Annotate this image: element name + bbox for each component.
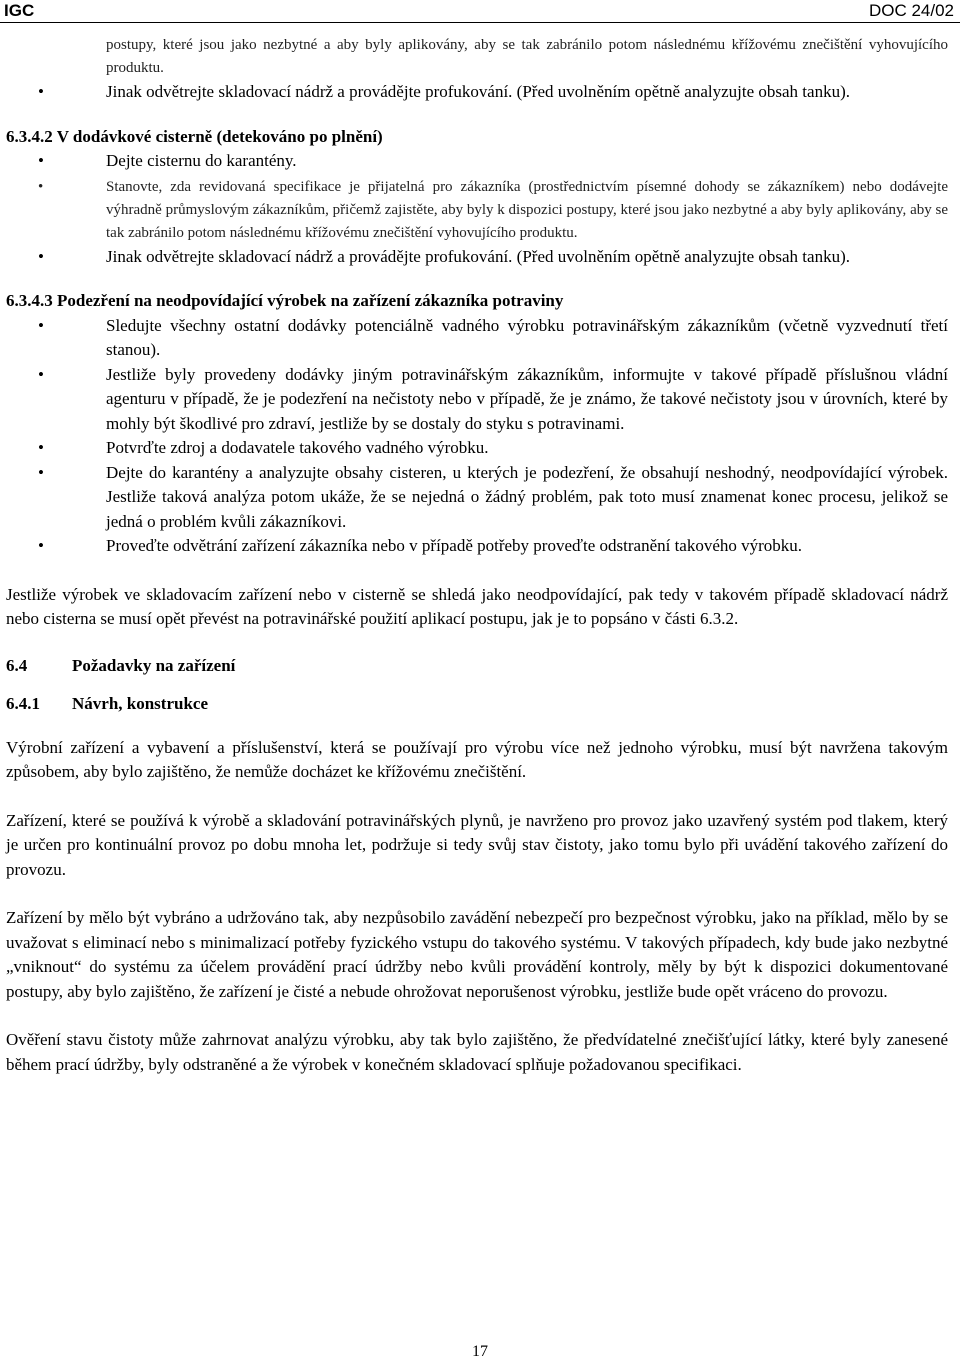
bullet-icon: •	[38, 178, 44, 195]
heading-number: 6.4.1	[6, 693, 40, 713]
page-number: 17	[472, 1343, 488, 1360]
bullet-icon: •	[38, 315, 44, 335]
list-item: • Sledujte všechny ostatní dodávky potenciálně vadného výrobku potravinářským zákazníkům (včetně vyzvednutí třetí stanou).	[38, 315, 948, 359]
bullet-icon: •	[38, 82, 44, 101]
list-item: • Dejte cisternu do karantény.	[6, 149, 948, 174]
header-doc-number: DOC 24/02	[868, 1, 954, 20]
paragraph: Zařízení by mělo být vybráno a udržováno tak, aby nezpůsobilo zavádění nebezpečí pro bezpečnost výrobku, jako na příklad, mělo by se uvažovat s eliminací nebo s minimalizací potřeby fyzického vstupu do takového systému. V takových případech, kdy bude jako nezbytné „vniknout“ do systému za účelem provádění prací údržby nebo kvůli provádění kontroly, měly by být k dispozici dokumentované postupy, aby bylo zajištěno, že zařízení je čisté a nebude ohrožovat neporušenost výrobku, jestliže bude opět vráceno do provozu.	[6, 908, 948, 1001]
paragraph: Ověření stavu čistoty může zahrnovat analýzu výrobku, aby tak bylo zajištěno, že předvídatelné znečišťující látky, které byly zanesené během prací údržby, byly odstraněné a že výrobek v konečném skladovací splňuje požadovanou specifikaci.	[6, 1030, 948, 1074]
section-6-3-4-3-list	[6, 314, 948, 559]
heading-text: Požadavky na zařízení	[72, 655, 236, 675]
section-6-3-4-2-list	[6, 149, 948, 269]
bullet-icon: •	[38, 462, 44, 482]
heading-number: 6.4	[6, 655, 28, 675]
page-content	[6, 34, 948, 1077]
bullet-icon: •	[38, 364, 44, 384]
paragraph: Výrobní zařízení a vybavení a příslušenství, která se používají pro výrobu více než jednoho výrobku, musí být navržena takovým způsobem, aby bylo zajištěno, že nemůže docházet ke křížovému znečištění.	[6, 737, 948, 781]
bullet-icon: •	[38, 536, 44, 555]
paragraph: Zařízení, které se používá k výrobě a skladování potravinářských plynů, je navrženo pro provoz jako uzavřený systém pod tlakem, který je určen pro kontinuální provoz po dobu mnoha let, podržuje si tedy svůj stav čistoty, jako tomu bylo při uvádění takového zařízení do provozu.	[6, 810, 948, 879]
top-bullet-list	[6, 80, 948, 105]
heading-6-4	[6, 654, 948, 678]
list-item: • Jestliže byly provedeny dodávky jiným potravinářským zákazníkům, informujte v takové případě příslušnou vládní agenturu v případě, že je podezření na nečistoty nebo v případě, že je známo, že takové nečistoty jsou v úrovních, které by mohly být škodlivé pro zdraví, jestliže by se dostaly do styku s potravinami.	[38, 364, 948, 433]
section-6-3-4-3-title: 6.3.4.3 Podezření na neodpovídající výrobek na zařízení zákazníka potraviny	[6, 291, 564, 310]
list-item: • Jinak odvětrejte skladovací nádrž a provádějte profukování. (Před uvolněním opětně analyzujte obsah tanku).	[6, 245, 948, 270]
header-org: IGC	[4, 1, 35, 20]
heading-6-4-1	[6, 692, 948, 716]
list-item: • Stanovte, zda revidovaná specifikace je přijatelná pro zákazníka (prostřednictvím písemné dohody se zákazníkem) nebo dodávejte výhradně průmyslovým zákazníkům, přičemž zajistěte, aby byly k dispozici postupy, které jsou jako nezbytné a aby byly aplikovány, aby se tak zabránilo potom následnému křížovému znečištění vyhovujícího produktu.	[6, 176, 948, 245]
nonconforming-paragraph: Jestliže výrobek ve skladovacím zařízení nebo v cisterně se shledá jako neodpovídající, pak tedy v takovém případě skladovací nádrž nebo cisterna se musí opět převést na potravinářské použití aplikací postupu, jak je to popsáno v části 6.3.2.	[6, 584, 948, 628]
list-item: • Proveďte odvětrání zařízení zákazníka nebo v případě potřeby proveďte odstranění takového výrobku.	[6, 534, 948, 559]
list-item: • Potvrďte zdroj a dodavatele takového vadného výrobku.	[6, 436, 948, 461]
heading-text: Návrh, konstrukce	[72, 693, 209, 713]
bullet-icon: •	[38, 438, 44, 457]
continuation-text: postupy, které jsou jako nezbytné a aby byly aplikovány, aby se tak zabránilo potom následnému křížovému znečištění vyhovujícího produktu.	[106, 37, 948, 76]
section-6-3-4-2-title: 6.3.4.2 V dodávkové cisterně (detekováno po plnění)	[6, 126, 383, 146]
bullet-icon: •	[38, 151, 44, 170]
list-item: • Jinak odvětrejte skladovací nádrž a provádějte profukování. (Před uvolněním opětně analyzujte obsah tanku).	[6, 80, 948, 105]
list-item: • Dejte do karantény a analyzujte obsahy cisteren, u kterých je podezření, že obsahují neshodný, neodpovídající výrobek. Jestliže taková analýza potom ukáže, že se nejedná o žádný problém, pak toto musí znamenat konec procesu, jelikož se jedná o problém kvůli zákazníkovi.	[38, 462, 948, 531]
page-header	[0, 0, 960, 23]
bullet-icon: •	[38, 246, 44, 266]
